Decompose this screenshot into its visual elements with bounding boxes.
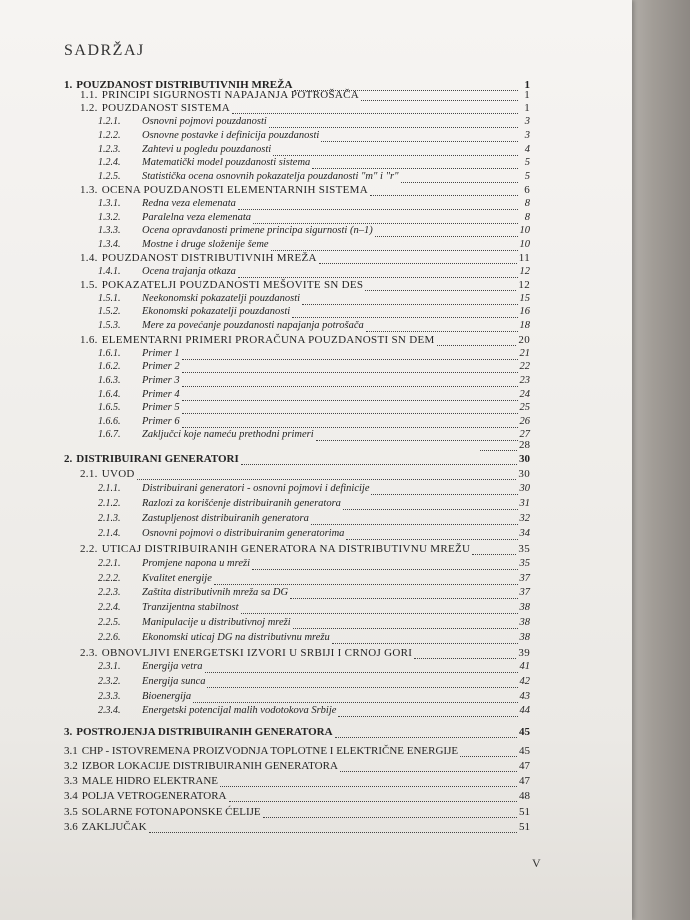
toc-number: 2.2.6.	[98, 632, 121, 643]
toc-subsection	[98, 690, 530, 704]
toc-number: 1.3.2.	[98, 212, 121, 223]
toc-title: DISTRIBUIRANI GENERATORI	[76, 453, 239, 465]
toc-page-number: 28	[519, 439, 530, 451]
toc-page-number: 12	[518, 279, 530, 291]
toc-number: 3.3	[64, 775, 78, 787]
dot-leader	[366, 321, 518, 332]
toc-page-number: 30	[519, 483, 530, 494]
toc-page-number: 18	[519, 320, 530, 331]
toc-section	[80, 88, 530, 102]
toc-page-number: 1	[524, 102, 530, 114]
toc-subsection	[98, 319, 530, 333]
toc-subsection	[98, 660, 530, 674]
toc-title: OBNOVLJIVI ENERGETSKI IZVORI U SRBIJI I CRNOJ GORI	[101, 647, 413, 659]
dot-leader	[365, 280, 516, 291]
toc-page-number: 47	[519, 760, 530, 772]
toc-subsection	[98, 360, 530, 374]
toc-title: Matematički model pouzdanosti sistema	[142, 157, 311, 168]
toc-number: 3.2	[64, 760, 78, 772]
toc-number: 1.2.1.	[98, 116, 121, 127]
toc-number: 1.2.5.	[98, 171, 121, 182]
toc-title: Distribuirani generatori - osnovni pojmovi i definicije	[142, 483, 370, 494]
toc-number: 1.4.	[80, 252, 98, 264]
toc-page-number: 26	[519, 416, 530, 427]
toc-title: Kvalitet energije	[142, 573, 212, 584]
toc-page-number: 51	[519, 821, 530, 833]
dot-leader	[472, 544, 516, 555]
toc-number: 2.1.2.	[98, 498, 121, 509]
toc-page-number: 31	[519, 498, 530, 509]
dot-leader	[205, 662, 518, 673]
toc-title: SOLARNE FOTONAPONSKE ĆELIJE	[81, 806, 261, 818]
toc-subsection	[98, 401, 530, 415]
toc-title: Paralelna veza elemenata	[142, 212, 252, 223]
toc-title: Bioenergija	[142, 691, 192, 702]
toc-page-number: 42	[519, 676, 530, 687]
dot-leader	[238, 199, 518, 210]
toc-subsection	[98, 224, 530, 238]
toc-title: Manipulacije u distributivnoj mreži	[142, 617, 291, 628]
toc-number: 1.3.4.	[98, 239, 121, 250]
dot-leader	[269, 117, 518, 128]
dot-leader	[182, 403, 518, 414]
dot-leader	[375, 226, 518, 237]
toc-section	[64, 805, 530, 819]
toc-title: Ocena opravdanosti primene principa sigurnosti (n–1)	[142, 225, 373, 236]
toc-subsection	[98, 197, 530, 211]
toc-title: Ekonomski pokazatelji pouzdanosti	[142, 306, 291, 317]
toc-number: 2.1.3.	[98, 513, 121, 524]
toc-number: 1.6.1.	[98, 348, 121, 359]
toc-page-number: 45	[519, 745, 530, 757]
dot-leader	[241, 603, 518, 614]
toc-page-number: 20	[518, 334, 530, 346]
toc-section	[80, 542, 530, 556]
toc-title: Redna veza elemenata	[142, 198, 236, 209]
toc-page-number: 6	[524, 184, 530, 196]
toc-title: Primer 4	[142, 389, 180, 400]
toc-title: Osnovne postavke i definicija pouzdanosti	[142, 130, 320, 141]
toc-number: 1.2.2.	[98, 130, 121, 141]
toc-page-number: 27	[519, 429, 530, 440]
dot-leader	[312, 158, 518, 169]
toc-subsection	[98, 347, 530, 361]
toc-number: 1.3.1.	[98, 198, 121, 209]
toc-page-number: 37	[519, 573, 530, 584]
toc-number: 1.5.2.	[98, 306, 121, 317]
dot-leader	[182, 417, 518, 428]
toc-title: UVOD	[101, 468, 135, 480]
toc-number: 2.2.2.	[98, 573, 121, 584]
toc-title: Osnovni pojmovi o distribuiranim generatorima	[142, 528, 345, 539]
toc-page-number: 51	[519, 806, 530, 818]
toc-number: 1.6.	[80, 334, 98, 346]
toc-number: 2.1.4.	[98, 528, 121, 539]
toc-section	[80, 183, 530, 197]
toc-title: Energetski potencijal malih vodotokova Srbije	[142, 705, 337, 716]
toc-page-number: 38	[519, 632, 530, 643]
dot-leader	[346, 529, 517, 540]
dot-leader	[229, 791, 518, 802]
dot-leader	[207, 677, 517, 688]
dot-leader	[290, 588, 517, 599]
toc-page-number: 11	[518, 252, 530, 264]
toc-subsection	[98, 631, 530, 645]
toc-subsection	[98, 557, 530, 571]
toc-section	[64, 744, 530, 758]
toc-subsection	[98, 305, 530, 319]
toc-number: 1.2.3.	[98, 144, 121, 155]
toc-number: 1.6.7.	[98, 429, 121, 440]
toc-subsection	[98, 211, 530, 225]
toc-number: 2.2.	[80, 543, 98, 555]
toc-title: POKAZATELJI POUZDANOSTI MEŠOVITE SN DES	[101, 279, 364, 291]
toc-section	[80, 467, 530, 481]
toc-page-number: 5	[524, 157, 530, 168]
toc-section	[64, 759, 530, 773]
dot-leader	[182, 376, 518, 387]
toc-section	[80, 251, 530, 265]
toc-page-number: 39	[518, 647, 530, 659]
toc-page-number: 1	[524, 89, 530, 101]
toc-title: Zaključci koje nameću prethodni primeri	[142, 429, 314, 440]
toc-page-number: 37	[519, 587, 530, 598]
toc-subsection	[98, 374, 530, 388]
toc-title: Primer 3	[142, 375, 180, 386]
toc-chapter	[64, 725, 530, 739]
toc-title: Promjene napona u mreži	[142, 558, 250, 569]
toc-number: 3.4	[64, 790, 78, 802]
toc-number: 3.1	[64, 745, 78, 757]
toc-title: ZAKLJUČAK	[81, 821, 147, 833]
toc-number: 2.3.2.	[98, 676, 121, 687]
toc-page-number: 16	[519, 306, 530, 317]
toc-subsection	[98, 388, 530, 402]
toc-number: 2.1.	[80, 468, 98, 480]
toc-page-number: 44	[519, 705, 530, 716]
toc-title: CHP - ISTOVREMENA PROIZVODNJA TOPLOTNE I ELEKTRIČNE ENERGIJE	[81, 745, 459, 757]
toc-number: 1.5.1.	[98, 293, 121, 304]
toc-number: 1.4.1.	[98, 266, 121, 277]
dot-leader	[370, 185, 518, 196]
toc-number: 1.	[64, 79, 73, 91]
toc-title: Ekonomski uticaj DG na distributivnu mrežu	[142, 632, 330, 643]
toc-page-number: 5	[524, 171, 530, 182]
toc-title: PRINCIPI SIGURNOSTI NAPAJANJA POTROŠAČA	[101, 89, 360, 101]
toc-number: 1.2.	[80, 102, 98, 114]
toc-page-number: 3	[524, 116, 530, 127]
dot-leader	[361, 90, 518, 101]
toc-subsection	[98, 572, 530, 586]
toc-subsection	[98, 415, 530, 429]
dot-leader	[220, 776, 517, 787]
dot-leader	[238, 267, 518, 278]
toc-subsection	[98, 586, 530, 600]
dot-leader	[232, 103, 518, 114]
toc-title: ELEMENTARNI PRIMERI PRORAČUNA POUZDANOSTI SN DEM	[101, 334, 435, 346]
toc-title: IZBOR LOKACIJE DISTRIBUIRANIH GENERATORA	[81, 760, 338, 772]
dot-leader	[321, 131, 518, 142]
toc-section	[64, 789, 530, 803]
toc-number: 2.1.1.	[98, 483, 121, 494]
toc-number: 1.6.5.	[98, 402, 121, 413]
toc-title: Mostne i druge složenije šeme	[142, 239, 269, 250]
toc-number: 1.6.4.	[98, 389, 121, 400]
toc-title: Zahtevi u pogledu pouzdanosti	[142, 144, 272, 155]
dot-leader	[302, 294, 517, 305]
toc-subsection	[98, 527, 530, 541]
dot-leader	[319, 253, 517, 264]
toc-page-number: 12	[519, 266, 530, 277]
dot-leader	[335, 727, 517, 738]
toc-subsection	[98, 675, 530, 689]
toc-page-number: 10	[519, 225, 530, 236]
toc-number: 2.	[64, 453, 73, 465]
toc-subsection	[98, 143, 530, 157]
toc-page-number: 4	[524, 144, 530, 155]
toc-section	[64, 774, 530, 788]
toc-page-number: 10	[519, 239, 530, 250]
dot-leader	[182, 362, 518, 373]
toc-title: Razlozi za korišćenje distribuiranih generatora	[142, 498, 341, 509]
toc-page-number: 32	[519, 513, 530, 524]
toc-page-number: 30	[518, 468, 530, 480]
toc-number: 3.5	[64, 806, 78, 818]
dot-leader	[338, 706, 517, 717]
toc-title: POUZDANOST DISTRIBUTIVNIH MREŽA	[76, 79, 293, 91]
toc-page-number: 35	[518, 543, 530, 555]
toc-subsection	[98, 129, 530, 143]
toc-title: POSTROJENJA DISTRIBUIRANIH GENERATORA	[76, 726, 333, 738]
toc-page-number: 22	[519, 361, 530, 372]
toc-title: Zaštita distributivnih mreža sa DG	[142, 587, 289, 598]
toc-page-number: 30	[519, 453, 530, 465]
toc-title: POUZDANOST DISTRIBUTIVNIH MREŽA	[101, 252, 317, 264]
toc-page-number: 1	[524, 79, 530, 91]
toc-title: Primer 6	[142, 416, 180, 427]
toc-page-number: 24	[519, 389, 530, 400]
dot-leader	[182, 349, 518, 360]
toc-page-number: 21	[519, 348, 530, 359]
background-surface	[628, 0, 690, 920]
toc-subsection	[98, 115, 530, 129]
toc-subsection	[98, 292, 530, 306]
toc-subsection	[98, 156, 530, 170]
page-number: V	[532, 856, 541, 870]
toc-number: 1.5.3.	[98, 320, 121, 331]
toc-section	[80, 646, 530, 660]
toc-number: 1.2.4.	[98, 157, 121, 168]
toc-number: 1.3.	[80, 184, 98, 196]
toc-page-number: 38	[519, 602, 530, 613]
toc-title: Neekonomski pokazatelji pouzdanosti	[142, 293, 301, 304]
toc-number: 1.6.2.	[98, 361, 121, 372]
toc-number: 3.	[64, 726, 73, 738]
dot-leader	[149, 822, 517, 833]
toc-subsection	[98, 497, 530, 511]
toc-section	[478, 438, 530, 452]
toc-number: 2.2.3.	[98, 587, 121, 598]
toc-subsection	[98, 170, 530, 184]
dot-leader	[401, 172, 519, 183]
toc-title: MALE HIDRO ELEKTRANE	[81, 775, 219, 787]
dot-leader	[311, 514, 518, 525]
toc-chapter	[64, 452, 530, 466]
dot-leader	[252, 559, 518, 570]
toc-page-number: 48	[519, 790, 530, 802]
toc-number: 2.2.5.	[98, 617, 121, 628]
toc-page-number: 47	[519, 775, 530, 787]
toc-subsection	[98, 238, 530, 252]
toc-page-number: 8	[524, 198, 530, 209]
dot-leader	[371, 484, 517, 495]
dot-leader	[193, 692, 517, 703]
toc-title: Tranzijentna stabilnost	[142, 602, 239, 613]
toc-title: Primer 1	[142, 348, 180, 359]
toc-title: Ocena trajanja otkaza	[142, 266, 236, 277]
dot-leader	[263, 807, 517, 818]
toc-page-number: 23	[519, 375, 530, 386]
dot-leader	[480, 440, 517, 451]
dot-leader	[182, 390, 518, 401]
toc-subsection	[98, 616, 530, 630]
toc-title: Osnovni pojmovi pouzdanosti	[142, 116, 267, 127]
toc-title: Zastupljenost distribuiranih generatora	[142, 513, 309, 524]
toc-page-number: 25	[519, 402, 530, 413]
toc-subsection	[98, 482, 530, 496]
dot-leader	[271, 240, 518, 251]
toc-subsection	[98, 601, 530, 615]
toc-page-number: 41	[519, 661, 530, 672]
toc-title: Energija sunca	[142, 676, 206, 687]
toc-title: Primer 2	[142, 361, 180, 372]
toc-number: 2.2.4.	[98, 602, 121, 613]
toc-title: POUZDANOST SISTEMA	[101, 102, 231, 114]
dot-leader	[273, 145, 518, 156]
toc-page-number: 35	[519, 558, 530, 569]
dot-leader	[214, 574, 518, 585]
toc-subsection	[98, 704, 530, 718]
dot-leader	[414, 648, 516, 659]
toc-number: 2.3.3.	[98, 691, 121, 702]
dot-leader	[293, 618, 518, 629]
dot-leader	[292, 307, 517, 318]
dot-leader	[137, 469, 517, 480]
toc-title: Energija vetra	[142, 661, 203, 672]
toc-section	[80, 101, 530, 115]
toc-page-number: 3	[524, 130, 530, 141]
toc-page-number: 8	[524, 212, 530, 223]
toc-page-number: 15	[519, 293, 530, 304]
dot-leader	[332, 633, 518, 644]
toc-section	[80, 333, 530, 347]
toc-title: UTICAJ DISTRIBUIRANIH GENERATORA NA DISTRIBUTIVNU MREŽU	[101, 543, 471, 555]
toc-number: 1.3.3.	[98, 225, 121, 236]
toc-page-number: 45	[519, 726, 530, 738]
toc-title: POLJA VETROGENERATORA	[81, 790, 227, 802]
toc-section	[80, 278, 530, 292]
dot-leader	[460, 746, 517, 757]
dot-leader	[253, 213, 518, 224]
toc-number: 1.5.	[80, 279, 98, 291]
toc-title: Mere za povećanje pouzdanosti napajanja potrošača	[142, 320, 364, 331]
toc-number: 2.3.1.	[98, 661, 121, 672]
toc-number: 3.6	[64, 821, 78, 833]
toc-subsection	[98, 512, 530, 526]
toc-number: 2.3.	[80, 647, 98, 659]
dot-leader	[437, 335, 517, 346]
toc-title: OCENA POUZDANOSTI ELEMENTARNIH SISTEMA	[101, 184, 368, 196]
toc-page-number: 38	[519, 617, 530, 628]
toc-number: 1.6.6.	[98, 416, 121, 427]
toc-section	[64, 820, 530, 834]
toc-page-number: 34	[519, 528, 530, 539]
dot-leader	[241, 454, 517, 465]
toc-number: 2.2.1.	[98, 558, 121, 569]
toc-number: 1.6.3.	[98, 375, 121, 386]
toc-title: Primer 5	[142, 402, 180, 413]
dot-leader	[343, 499, 518, 510]
toc-subsection	[98, 428, 530, 442]
toc-title: Statistička ocena osnovnih pokazatelja pouzdanosti "m" i "r"	[142, 171, 399, 182]
toc-number: 1.1.	[80, 89, 98, 101]
toc-number: 2.3.4.	[98, 705, 121, 716]
page-title: SADRŽAJ	[64, 42, 145, 59]
toc-subsection	[98, 265, 530, 279]
toc-page-number: 43	[519, 691, 530, 702]
dot-leader	[340, 761, 517, 772]
